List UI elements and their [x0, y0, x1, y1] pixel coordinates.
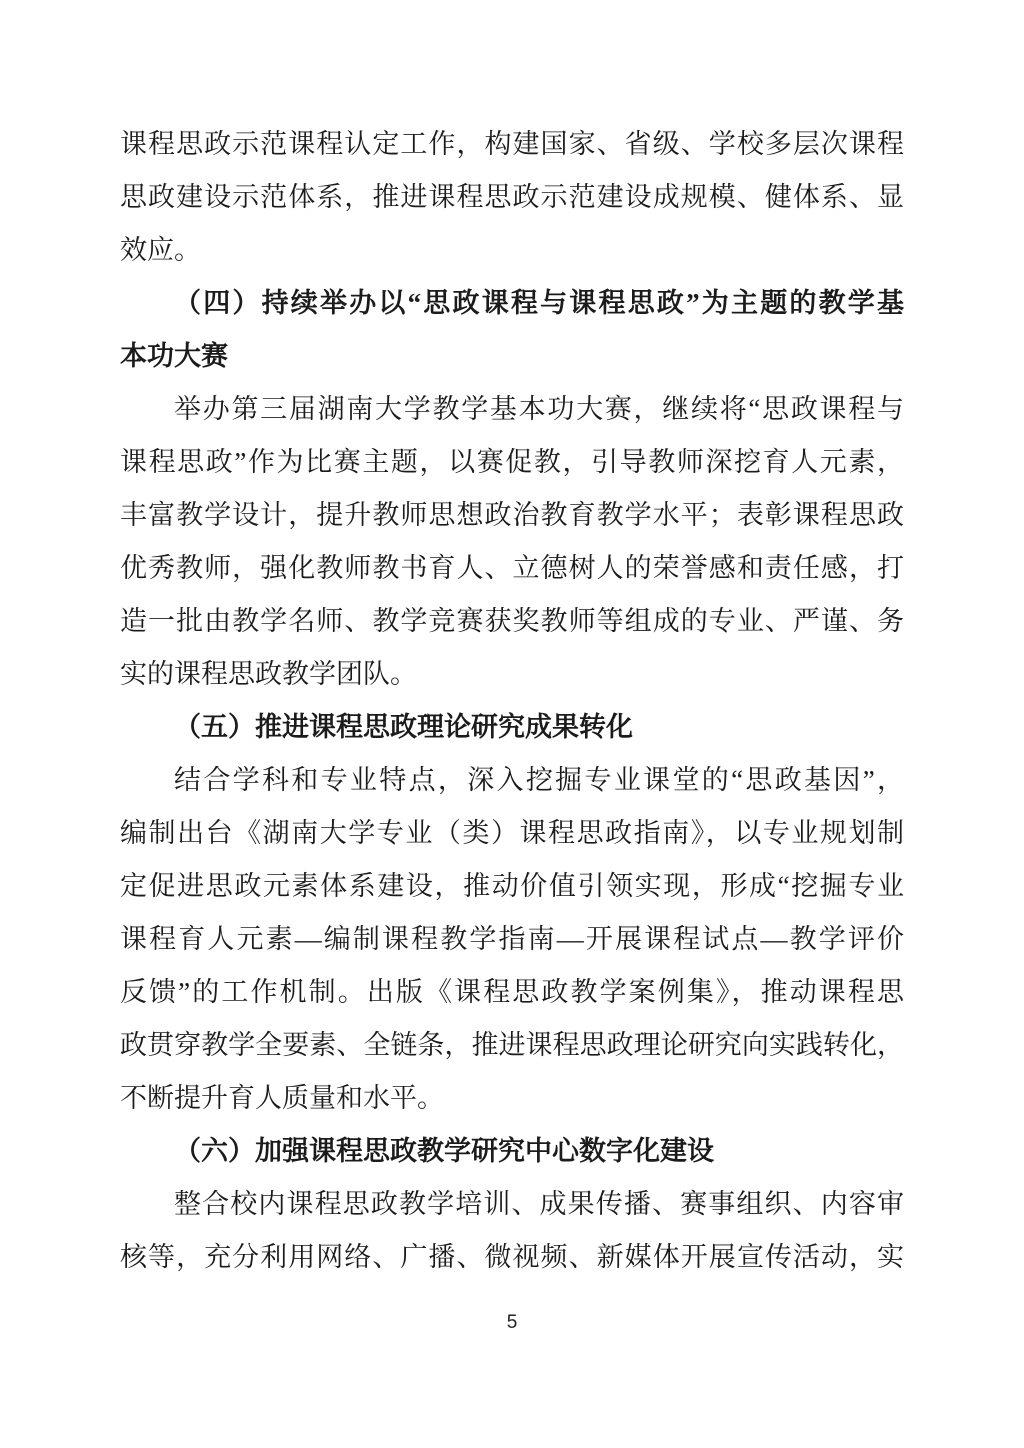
body-line: 实的课程思政教学团队。 — [120, 659, 417, 689]
body-line: 编制出台《湖南大学专业（类）课程思政指南》，以专业规划制 — [120, 818, 904, 848]
body-line: 课程思政示范课程认定工作，构建国家、省级、学校多层次课程 — [120, 129, 904, 159]
heading-line: （五）推进课程思政理论研究成果转化 — [174, 712, 633, 742]
body-line: 课程育人元素—编制课程教学指南—开展课程试点—教学评价 — [120, 924, 904, 954]
body-line: 结合学科和专业特点，深入挖掘专业课堂的“思政基因”， — [174, 765, 904, 795]
heading-line: （六）加强课程思政教学研究中心数字化建设 — [174, 1136, 714, 1166]
body-line: 优秀教师，强化教师教书育人、立德树人的荣誉感和责任感，打 — [120, 553, 904, 583]
heading-line: （四）持续举办以“思政课程与课程思政”为主题的教学基 — [174, 288, 904, 318]
body-line: 效应。 — [120, 235, 201, 265]
text-block — [120, 118, 904, 1284]
heading-line: 本功大赛 — [120, 341, 228, 371]
body-line: 造一批由教学名师、教学竞赛获奖教师等组成的专业、严谨、务 — [120, 606, 904, 636]
body-line: 不断提升育人质量和水平。 — [120, 1083, 444, 1113]
page-number: 5 — [506, 1312, 518, 1333]
body-line: 课程思政”作为比赛主题，以赛促教，引导教师深挖育人元素， — [120, 447, 904, 477]
paragraph-section-6 — [120, 1178, 904, 1284]
body-line: 整合校内课程思政教学培训、成果传播、赛事组织、内容审 — [174, 1189, 904, 1219]
paragraph-intro-continuation — [120, 118, 904, 277]
section-heading-6 — [120, 1125, 904, 1178]
body-line: 思政建设示范体系，推进课程思政示范建设成规模、健体系、显 — [120, 182, 904, 212]
section-heading-4 — [120, 277, 904, 383]
body-line: 定促进思政元素体系建设，推动价值引领实现，形成“挖掘专业 — [120, 871, 904, 901]
body-line: 政贯穿教学全要素、全链条，推进课程思政理论研究向实践转化， — [120, 1030, 904, 1060]
paragraph-section-5 — [120, 754, 904, 1125]
body-line: 丰富教学设计，提升教师思想政治教育教学水平；表彰课程思政 — [120, 500, 904, 530]
body-line: 反馈”的工作机制。出版《课程思政教学案例集》，推动课程思 — [120, 977, 904, 1007]
body-line: 核等，充分利用网络、广播、微视频、新媒体开展宣传活动，实 — [120, 1242, 904, 1272]
section-heading-5 — [120, 701, 904, 754]
paragraph-section-4 — [120, 383, 904, 701]
body-line: 举办第三届湖南大学教学基本功大赛，继续将“思政课程与 — [174, 394, 904, 424]
